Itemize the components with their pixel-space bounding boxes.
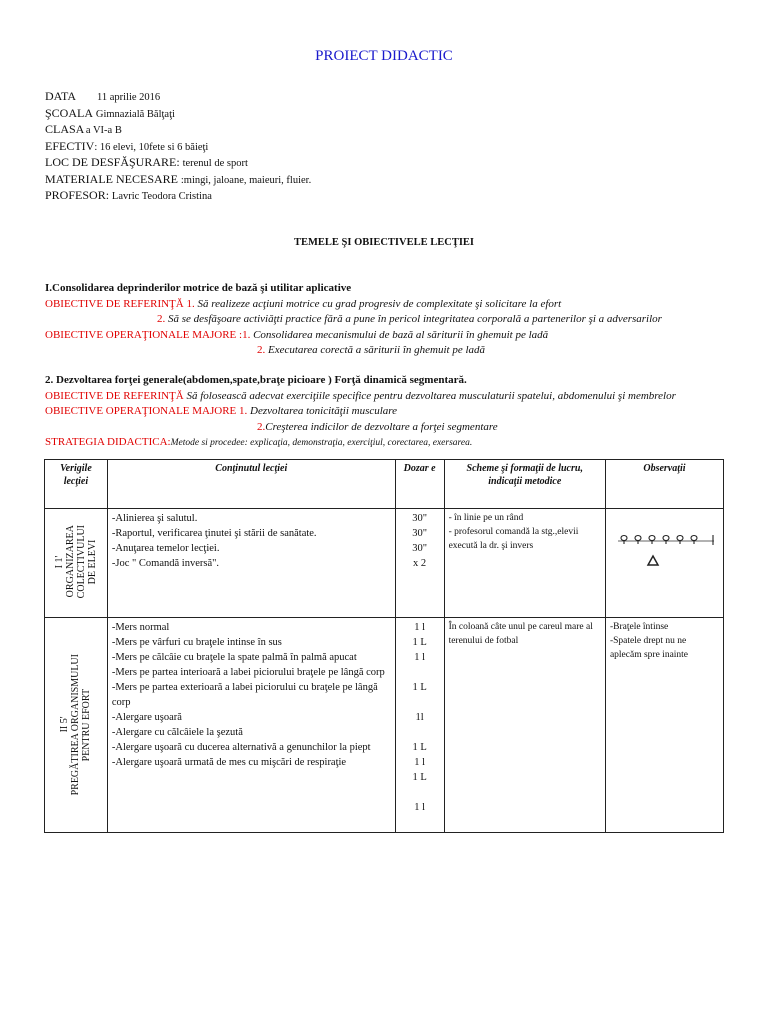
dose-value bbox=[400, 695, 440, 710]
stage-label: II 5' PREGĂTIREA ORGANISMULUI PENTRU EFORT bbox=[59, 654, 93, 796]
page-title: PROIECT DIDACTIC bbox=[315, 48, 453, 64]
strategy: STRATEGIA DIDACTICA:Metode si procedee: explicaţia, demonstraţia, exerciţiul, corectarea, exersarea. bbox=[45, 436, 473, 448]
theme-1-op-2: 2. Executarea corectă a săriturii în ghemuit pe ladă bbox=[257, 344, 486, 356]
table-header-row bbox=[45, 460, 724, 509]
header-dozare: Dozar e bbox=[395, 460, 444, 509]
list-item: -Mers pe partea exterioară a labei piciorului cu braţele pe lângă corp bbox=[111, 682, 378, 708]
dose-value: 30" bbox=[412, 528, 427, 539]
info-materiale: MATERIALE NECESARE :mingi, jaloane, maieuri, fluier. bbox=[45, 171, 312, 186]
formation-sketch-icon bbox=[606, 509, 723, 614]
theme-2-op-1: OBIECTIVE OPERAŢIONALE MAJORE 1. Dezvoltarea tonicităţii musculare bbox=[45, 405, 398, 417]
theme-1 bbox=[45, 281, 745, 359]
header-verigile: Verigile lecţiei bbox=[45, 460, 108, 509]
header-scheme: Scheme şi formaţii de lucru, indicaţii metodice bbox=[444, 460, 605, 509]
stage-label: I 1' ORGANIZAREA COLECTIVULUI DE ELEVI bbox=[53, 524, 98, 599]
dose-cell bbox=[395, 509, 444, 618]
list-item: -Mers pe călcâie cu braţele la spate palmă în palmă apucat bbox=[111, 652, 357, 663]
dose-value: 1l bbox=[415, 712, 424, 723]
header-observatii: Observaţii bbox=[605, 460, 723, 509]
theme-2-op-2: 2.Creşterea indicilor de dezvoltare a forţei segmentare bbox=[257, 420, 498, 433]
observation-line: -Braţele întinse bbox=[609, 622, 669, 632]
dose-value bbox=[400, 785, 440, 800]
stage-cell bbox=[45, 509, 108, 618]
dose-value: 30" bbox=[412, 543, 427, 554]
dose-value: 1 l bbox=[414, 622, 425, 633]
info-scoala: ŞCOALA Gimnazială Bălţaţi bbox=[45, 105, 175, 120]
content-cell bbox=[107, 509, 395, 618]
list-item: -Raportul, verificarea ţinutei şi stării de sanătate. bbox=[111, 528, 317, 539]
dose-value: 30" bbox=[412, 513, 427, 524]
dose-value: 1 L bbox=[412, 682, 427, 693]
scheme-cell bbox=[444, 509, 605, 618]
scheme-line: - profesorul comandă la stg.,elevii execută la dr. şi invers bbox=[448, 527, 579, 551]
dose-value bbox=[400, 725, 440, 740]
scheme-line: În coloană câte unul pe careul mare al terenului de fotbal bbox=[448, 622, 593, 646]
lesson-table bbox=[44, 459, 724, 833]
table-row bbox=[45, 509, 724, 618]
dose-cell bbox=[395, 618, 444, 833]
theme-1-op-1: OBIECTIVE OPERAŢIONALE MAJORE :1. Consolidarea mecanismului de bază al săriturii în ghemuit pe ladă bbox=[45, 328, 549, 341]
info-data: DATA 11 aprilie 2016 bbox=[45, 89, 161, 103]
list-item: -Joc " Comandă inversă". bbox=[111, 558, 220, 569]
theme-2 bbox=[45, 373, 765, 452]
theme-1-heading: I.Consolidarea deprinderilor motrice de bază şi utilitar aplicative bbox=[45, 282, 352, 294]
scheme-cell bbox=[444, 618, 605, 833]
dose-value: x 2 bbox=[413, 558, 427, 569]
list-item: -Anuţarea temelor lecţiei. bbox=[111, 543, 220, 554]
list-item: -Alergare uşoară bbox=[111, 712, 182, 723]
info-loc: LOC DE DESFĂŞURARE: terenul de sport bbox=[45, 155, 248, 169]
formation-drawing-cell bbox=[605, 509, 723, 618]
stage-cell bbox=[45, 618, 108, 833]
dose-value: 1 L bbox=[412, 772, 427, 783]
list-item: -Alergare uşoară urmată de mes cu mişcări de respiraţie bbox=[111, 757, 347, 768]
list-item: -Alergare cu călcâiele la şezută bbox=[111, 727, 243, 738]
dose-value: 1 L bbox=[412, 742, 427, 753]
table-row bbox=[45, 618, 724, 833]
section-title: TEMELE ŞI OBIECTIVELE LECŢIEI bbox=[293, 237, 475, 248]
dose-value: 1 l bbox=[414, 652, 425, 663]
info-profesor: PROFESOR: Lavric Teodora Cristina bbox=[45, 188, 212, 202]
list-item: -Mers pe partea interioară a labei piciorului braţele pe lângă corp bbox=[111, 667, 385, 678]
list-item: -Alergare uşoară cu ducerea alternativă a genunchilor la piept bbox=[111, 742, 371, 753]
dose-value: 1 l bbox=[414, 802, 425, 813]
dose-value bbox=[400, 665, 440, 680]
theme-2-ref: OBIECTIVE DE REFERINŢĂ Să folosească adecvat exerciţiile specifice pentru dezvoltarea musculaturii spatelui, abdomenului şi membrelor bbox=[45, 389, 676, 402]
scheme-line: - în linie pe un rând bbox=[448, 513, 524, 523]
theme-1-ref-2: 2. Să se desfăşoare activiăţti practice fără a pune în pericol integritatea corporală a partenerilor şi a adversarilor bbox=[157, 313, 662, 325]
list-item: -Mers normal bbox=[111, 622, 170, 633]
theme-2-heading: 2. Dezvoltarea forţei generale(abdomen,spate,braţe picioare ) Forţă dinamică segmentară. bbox=[45, 374, 467, 386]
content-cell bbox=[107, 618, 395, 833]
list-item: -Alinierea şi salutul. bbox=[111, 513, 198, 524]
observations-cell bbox=[605, 618, 723, 833]
info-efectiv: EFECTIV: 16 elevi, 10fete si 6 băieţi bbox=[45, 138, 209, 153]
list-item: -Mers pe vârfuri cu braţele intinse în sus bbox=[111, 637, 282, 648]
dose-value: 1 L bbox=[412, 637, 427, 648]
theme-1-ref-1: OBIECTIVE DE REFERINŢĂ 1. Să realizeze acţiuni motrice cu grad progresiv de complexitate şi solicitare la efort bbox=[45, 297, 562, 310]
info-clasa: CLASA a VI-a B bbox=[45, 122, 122, 136]
observation-line: -Spatele drept nu ne aplecăm spre inainte bbox=[609, 636, 689, 660]
dose-value: 1 l bbox=[414, 757, 425, 768]
header-continut: Conţinutul lecţiei bbox=[107, 460, 395, 509]
lesson-info bbox=[45, 89, 311, 205]
